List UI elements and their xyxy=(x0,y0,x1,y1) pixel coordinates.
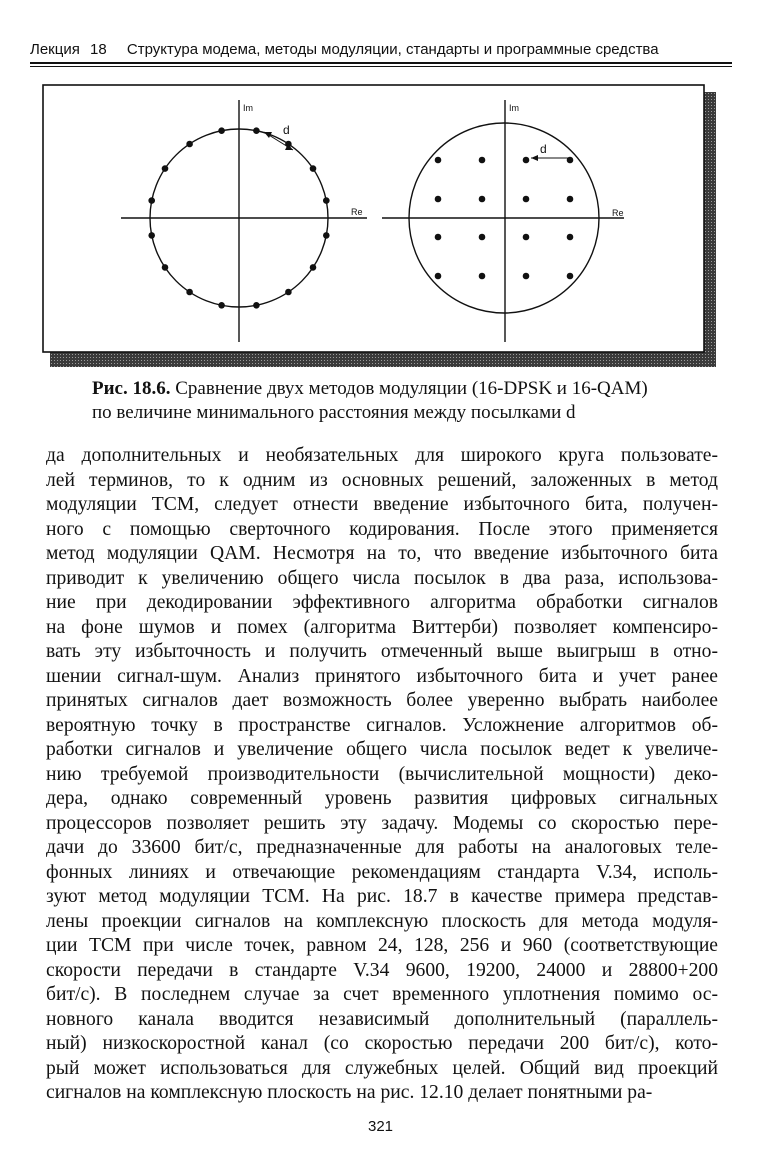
header-lecture-number: 18 xyxy=(90,41,107,58)
body-line: рый может использоваться для служебных целей. Общий вид проекций xyxy=(46,1057,718,1079)
figure-shadow-bottom xyxy=(50,352,716,367)
body-line: нию требуемой производительности (вычислительной мощности) деко- xyxy=(46,763,718,785)
dpsk-point xyxy=(148,232,155,239)
qam-point xyxy=(435,196,442,203)
body-line: бит/с). В последнем случае за счет временного уплотнения помимо ос- xyxy=(46,984,718,1005)
body-line: ного с помощью сверточного кодирования. После этого применяется xyxy=(46,518,718,540)
dpsk-point xyxy=(323,197,330,204)
dpsk-im-label: Im xyxy=(243,103,253,113)
body-line: работки сигналов и увеличение общего числа посылок ведет к увеличе- xyxy=(46,739,718,760)
qam-im-label: Im xyxy=(509,103,519,113)
qam-point xyxy=(567,234,574,241)
qam-point xyxy=(479,157,486,164)
body-line: вать эту избыточность и получить отмеченный выше выигрыш в отно- xyxy=(46,641,718,662)
qam-point xyxy=(479,196,486,203)
body-line: фонных линиях и отвечающие рекомендациям стандарта V.34, исполь- xyxy=(46,861,718,883)
qam-point xyxy=(567,196,574,203)
header-rule-thin xyxy=(30,66,732,67)
caption-line-1-text: Сравнение двух методов модуляции (16-DPSK и 16-QAM) xyxy=(175,378,648,399)
body-line: новного канала вводится независимый дополнительный (параллель- xyxy=(46,1008,718,1030)
body-line: лей терминов, то к одним из основных решений, заложенных в метод xyxy=(46,469,718,491)
qam-point xyxy=(567,273,574,280)
body-line: лены проекции сигналов на комплексную плоскость для метода модуля- xyxy=(46,910,718,932)
dpsk-re-label: Re xyxy=(351,207,363,217)
body-line: на фоне шумов и помех (алгоритма Виттерби) позволяет компенсиро- xyxy=(46,616,718,638)
qam-point xyxy=(435,234,442,241)
dpsk-point xyxy=(148,197,155,204)
header-title: Структура модема, методы модуляции, стандарты и программные средства xyxy=(126,41,659,58)
page-number: 321 xyxy=(367,1118,394,1135)
body-line: дачи до 33600 бит/с, предназначенные для работы на аналоговых теле- xyxy=(46,837,718,858)
running-header xyxy=(30,41,732,58)
dpsk-point xyxy=(323,232,330,239)
body-line: ции ТСМ при числе точек, равном 24, 128, 256 и 960 (соответствующие xyxy=(46,935,718,956)
qam-distance-label: d xyxy=(540,142,547,156)
header-lecture-label: Лекция xyxy=(30,41,80,58)
dpsk-point xyxy=(186,141,193,148)
qam-point xyxy=(479,273,486,280)
body-line: зуют метод модуляции ТСМ. На рис. 18.7 в качестве примера представ- xyxy=(46,886,718,907)
body-line: да дополнительных и необязательных для широкого круга пользовате- xyxy=(46,445,718,466)
dpsk-point xyxy=(285,289,292,296)
caption-label: Рис. 18.6. xyxy=(92,378,171,399)
body-line: модуляции ТСМ, следует отнести введение избыточного бита, получен- xyxy=(46,494,718,515)
body-line: сигналов на комплексную плоскость на рис. 12.10 делает понятными ра- xyxy=(46,1082,653,1103)
modulation-figure xyxy=(42,84,718,367)
body-paragraph xyxy=(46,444,718,1106)
dpsk-point xyxy=(218,302,225,309)
dpsk-point xyxy=(310,264,317,271)
qam-point xyxy=(479,234,486,241)
dpsk-point xyxy=(186,289,193,296)
dpsk-point xyxy=(253,127,260,134)
body-line: процессоров позволяет решить эту задачу. Модемы со скоростью пере- xyxy=(46,812,718,834)
body-line: метод модуляции QAM. Несмотря на то, что введение избыточного бита xyxy=(46,543,718,564)
qam-re-label: Re xyxy=(612,208,624,218)
header-rule xyxy=(30,62,732,64)
body-line: ный) низкоскоростной канал (со скоростью передачи 200 бит/с), кото- xyxy=(46,1033,718,1054)
qam-point xyxy=(435,157,442,164)
dpsk-point xyxy=(162,165,169,172)
caption-line-1 xyxy=(92,377,732,401)
qam-point xyxy=(435,273,442,280)
qam-point xyxy=(523,157,530,164)
body-line: приводит к увеличению общего числа посылок в два раза, использова- xyxy=(46,567,718,589)
body-line: принятых сигналов дает возможность более уверенно выбрать наиболее xyxy=(46,690,718,711)
body-line: ние при декодировании эффективного алгоритма обработки сигналов xyxy=(46,592,718,613)
dpsk-point xyxy=(218,127,225,134)
qam-point xyxy=(523,196,530,203)
qam-point xyxy=(523,234,530,241)
qam-point xyxy=(523,273,530,280)
body-line: дера, однако современный уровень развития цифровых сигнальных xyxy=(46,788,718,809)
body-line: шении сигнал-шум. Анализ принятого избыточного бита и учет ранее xyxy=(46,665,718,687)
dpsk-distance-label: d xyxy=(283,123,290,137)
body-line: вероятную точку в пространстве сигналов. Усложнение алгоритмов об- xyxy=(46,714,718,736)
figure-caption xyxy=(92,377,732,425)
caption-line-2: по величине минимального расстояния между посылками d xyxy=(92,402,576,423)
dpsk-point xyxy=(253,302,260,309)
figure-shadow-right xyxy=(704,92,716,367)
body-line: скорости передачи в стандарте V.34 9600, 19200, 24000 и 28800+200 xyxy=(46,959,718,981)
dpsk-point xyxy=(162,264,169,271)
dpsk-point xyxy=(310,165,317,172)
